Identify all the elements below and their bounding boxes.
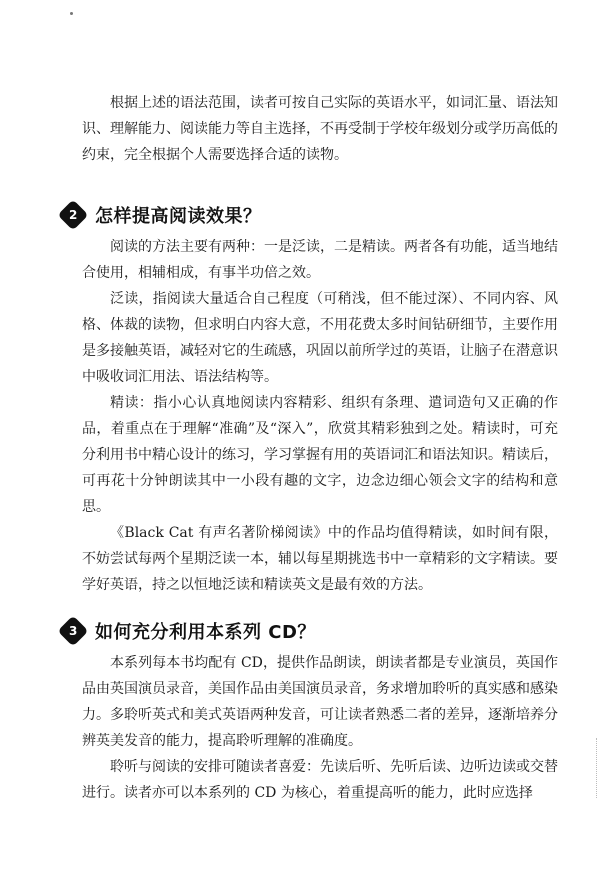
section-2-title: 怎样提高阅读效果？	[95, 206, 262, 227]
section-number-badge: 2	[57, 199, 88, 230]
scan-speck	[70, 12, 73, 15]
section-number-badge: 3	[57, 615, 88, 646]
section-2-paragraph-2: 泛读，指阅读大量适合自己程度（可稍浅，但不能过深）、不同内容、风格、体裁的读物，但求明白内容大意，不用花费太多时间钻研细节，主要作用是多接触英语，减轻对它的生疏感，巩固以前所学过的英语，让脑子在潜意识中吸收词汇用法、语法结构等。	[82, 291, 558, 385]
page-edge-marks	[594, 738, 597, 798]
section-2-paragraph-1: 阅读的方法主要有两种：一是泛读，二是精读。两者各有功能，适当地结合使用，相辅相成，有事半功倍之效。	[82, 239, 558, 281]
section-3-title: 如何充分利用本系列 CD？	[95, 622, 316, 643]
section-2-paragraph-4: 《Black Cat 有声名著阶梯阅读》中的作品均值得精读，如时间有限，不妨尝试每两个星期泛读一本，辅以每星期挑选书中一章精彩的文字精读。要学好英语，持之以恒地泛读和精读英文是最有效的方法。	[82, 525, 558, 593]
intro-paragraph: 根据上述的语法范围，读者可按自己实际的英语水平，如词汇量、语法知识、理解能力、阅读能力等自主选择，不再受制于学校年级划分或学历高低的约束，完全根据个人需要选择合适的读物。	[82, 95, 558, 163]
section-3-heading	[62, 616, 316, 646]
section-3-paragraph-2: 聆听与阅读的安排可随读者喜爱：先读后听、先听后读、边听边读或交替进行。读者亦可以本系列的 CD 为核心，着重提高听的能力，此时应选择	[82, 759, 558, 801]
section-3-paragraph-1: 本系列每本书均配有 CD，提供作品朗读，朗读者都是专业演员，英国作品由英国演员录音，美国作品由美国演员录音，务求增加聆听的真实感和感染力。多聆听英式和美式英语两种发音，可让读者熟悉二者的差异，逐渐培养分辨英美发音的能力，提高聆听理解的准确度。	[82, 655, 558, 749]
section-2-heading	[62, 200, 262, 230]
section-2-paragraph-3: 精读：指小心认真地阅读内容精彩、组织有条理、遣词造句又正确的作品，着重点在于理解“准确”及“深入”，欣赏其精彩独到之处。精读时，可充分利用书中精心设计的练习，学习掌握有用的英语词汇和语法知识。精读后，可再花十分钟朗读其中一小段有趣的文字，边念边细心领会文字的结构和意思。	[82, 395, 558, 515]
